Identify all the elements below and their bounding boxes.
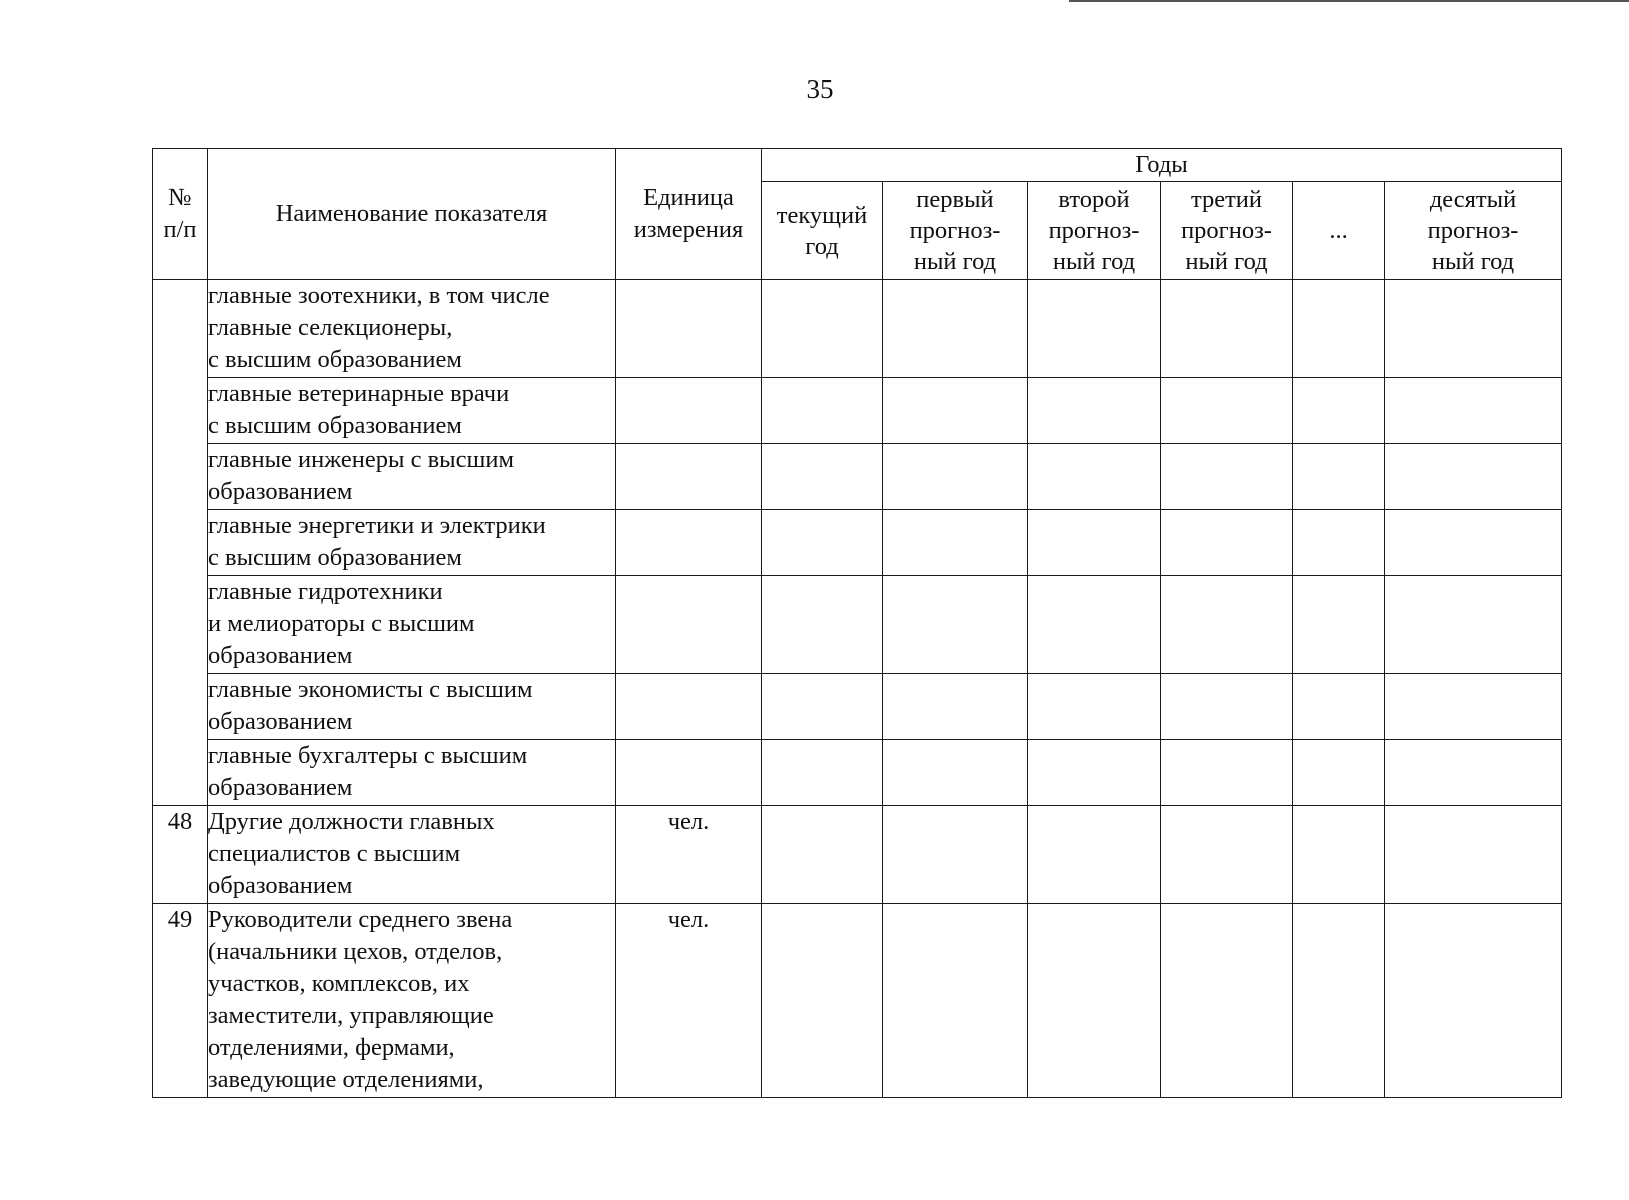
row-num	[153, 280, 208, 806]
row-name: главные энергетики и электрики с высшим образованием	[208, 510, 616, 576]
row-num: 49	[153, 904, 208, 1098]
value-cell	[883, 674, 1028, 740]
value-cell	[1028, 904, 1161, 1098]
row-unit	[616, 444, 762, 510]
table-row	[153, 576, 1562, 674]
value-cell	[883, 510, 1028, 576]
value-cell	[1385, 510, 1562, 576]
value-cell	[1161, 674, 1293, 740]
value-cell	[1028, 444, 1161, 510]
value-cell	[762, 378, 883, 444]
row-unit	[616, 674, 762, 740]
header-unit: Единица измерения	[616, 149, 762, 280]
value-cell	[1028, 674, 1161, 740]
value-cell	[1385, 444, 1562, 510]
value-cell	[1385, 904, 1562, 1098]
value-cell	[1293, 674, 1385, 740]
table-row	[153, 674, 1562, 740]
value-cell	[1293, 280, 1385, 378]
value-cell	[883, 444, 1028, 510]
value-cell	[1161, 904, 1293, 1098]
row-unit	[616, 378, 762, 444]
row-name: Другие должности главных специалистов с высшим образованием	[208, 806, 616, 904]
value-cell	[1161, 576, 1293, 674]
row-name: главные инженеры с высшим образованием	[208, 444, 616, 510]
value-cell	[762, 904, 883, 1098]
header-year-tenth: десятый прогноз- ный год	[1385, 182, 1562, 280]
value-cell	[1385, 576, 1562, 674]
row-unit	[616, 510, 762, 576]
value-cell	[1161, 378, 1293, 444]
indicators-table	[152, 148, 1562, 1098]
value-cell	[762, 576, 883, 674]
value-cell	[1293, 510, 1385, 576]
row-unit	[616, 280, 762, 378]
value-cell	[1028, 378, 1161, 444]
scan-edge-line	[1069, 0, 1629, 2]
row-name: главные экономисты с высшим образованием	[208, 674, 616, 740]
page-number: 35	[806, 74, 834, 104]
value-cell	[1028, 740, 1161, 806]
value-cell	[762, 806, 883, 904]
row-name: главные ветеринарные врачи с высшим образованием	[208, 378, 616, 444]
value-cell	[883, 280, 1028, 378]
table-row	[153, 904, 1562, 1098]
row-unit	[616, 576, 762, 674]
value-cell	[1385, 806, 1562, 904]
value-cell	[1028, 806, 1161, 904]
table-row	[153, 280, 1562, 378]
value-cell	[883, 806, 1028, 904]
value-cell	[883, 576, 1028, 674]
table-row	[153, 740, 1562, 806]
row-num: 48	[153, 806, 208, 904]
value-cell	[883, 378, 1028, 444]
value-cell	[1028, 576, 1161, 674]
row-name: главные бухгалтеры с высшим образованием	[208, 740, 616, 806]
value-cell	[1293, 806, 1385, 904]
value-cell	[1293, 576, 1385, 674]
value-cell	[1161, 280, 1293, 378]
value-cell	[762, 444, 883, 510]
row-name: главные зоотехники, в том числе главные селекционеры, с высшим образованием	[208, 280, 616, 378]
value-cell	[762, 510, 883, 576]
header-year-third: третий прогноз- ный год	[1161, 182, 1293, 280]
value-cell	[1293, 378, 1385, 444]
header-year-second: второй прогноз- ный год	[1028, 182, 1161, 280]
value-cell	[762, 280, 883, 378]
value-cell	[1028, 510, 1161, 576]
value-cell	[1293, 444, 1385, 510]
row-unit: чел.	[616, 806, 762, 904]
header-year-ellipsis: ...	[1293, 182, 1385, 280]
table-row	[153, 378, 1562, 444]
row-name: главные гидротехники и мелиораторы с высшим образованием	[208, 576, 616, 674]
value-cell	[1293, 740, 1385, 806]
value-cell	[883, 740, 1028, 806]
value-cell	[1161, 510, 1293, 576]
row-unit	[616, 740, 762, 806]
value-cell	[1385, 378, 1562, 444]
header-num: № п/п	[153, 149, 208, 280]
value-cell	[762, 740, 883, 806]
value-cell	[762, 674, 883, 740]
header-years-group: Годы	[762, 149, 1562, 182]
value-cell	[1385, 280, 1562, 378]
value-cell	[883, 904, 1028, 1098]
table-row	[153, 444, 1562, 510]
value-cell	[1293, 904, 1385, 1098]
header-name: Наименование показателя	[208, 149, 616, 280]
value-cell	[1161, 806, 1293, 904]
row-name: Руководители среднего звена (начальники цехов, отделов, участков, комплексов, их заместители, управляющие отделениями, фермами, заведующие отделениями,	[208, 904, 616, 1098]
value-cell	[1161, 740, 1293, 806]
table-row	[153, 806, 1562, 904]
row-unit: чел.	[616, 904, 762, 1098]
value-cell	[1385, 674, 1562, 740]
header-year-first: первый прогноз- ный год	[883, 182, 1028, 280]
table-row	[153, 510, 1562, 576]
value-cell	[1161, 444, 1293, 510]
value-cell	[1028, 280, 1161, 378]
value-cell	[1385, 740, 1562, 806]
header-year-current: текущий год	[762, 182, 883, 280]
